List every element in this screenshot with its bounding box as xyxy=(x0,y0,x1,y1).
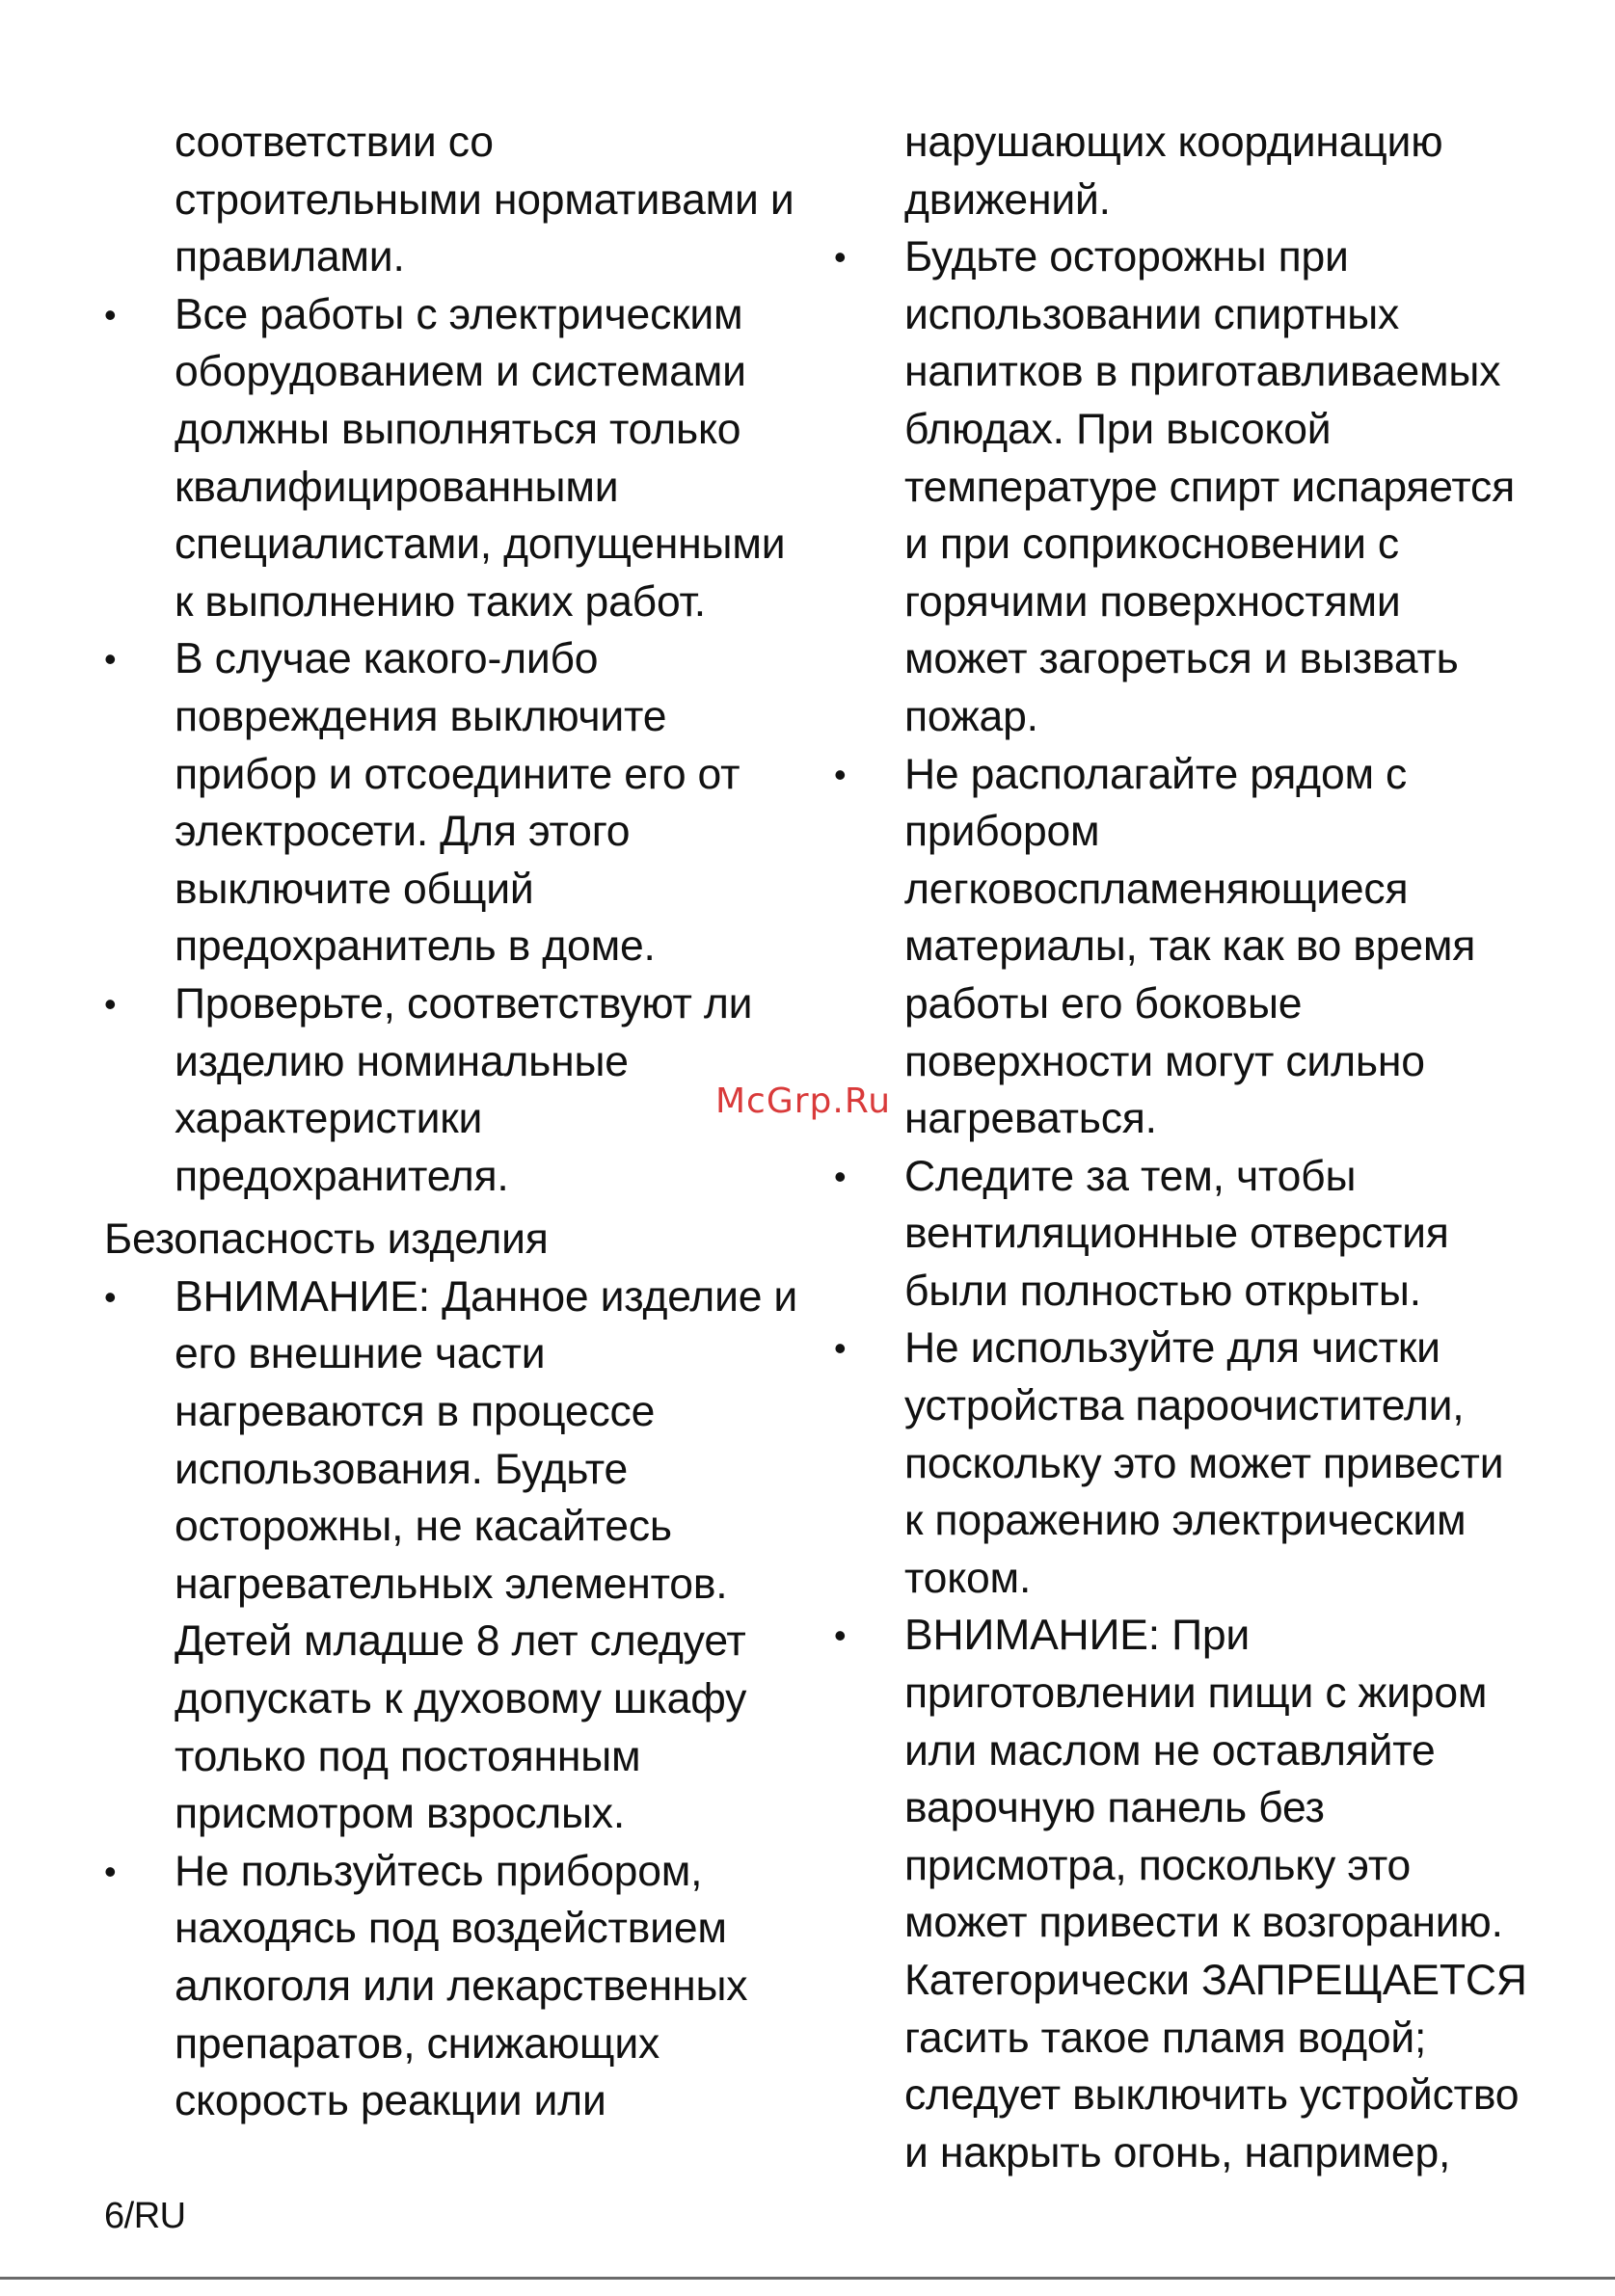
text-line: напитков в приготавливаемых xyxy=(904,348,1501,396)
bullet-item xyxy=(834,1320,1528,1607)
text-line: скорость реакции или xyxy=(175,2077,606,2125)
section-heading xyxy=(104,1211,798,1268)
text-line: использования. Будьте xyxy=(175,1445,629,1493)
text-line: легковоспламеняющиеся xyxy=(904,865,1409,913)
text-line: оборудованием и системами xyxy=(175,348,746,396)
text-line: допускать к духовому шкафу xyxy=(175,1675,747,1723)
text-line: гасить такое пламя водой; xyxy=(904,2014,1427,2062)
text-line: • Не используйте для чистки xyxy=(904,1324,1440,1373)
text-line: • Не располагайте рядом с xyxy=(904,750,1408,798)
text-line: может привести к возгоранию. xyxy=(904,1899,1503,1947)
text-line: осторожны, не касайтесь xyxy=(175,1503,672,1551)
bullet-item xyxy=(104,1843,798,2130)
bullet-item xyxy=(834,1607,1528,2181)
text-line: нарушающих координацию xyxy=(904,119,1443,166)
text-line: к поражению электрическим xyxy=(904,1497,1467,1545)
text-line: должны выполняться только xyxy=(175,405,741,453)
text-line: • Все работы с электрическим xyxy=(175,290,743,338)
text-line: устройства пароочистители, xyxy=(904,1382,1465,1430)
text-line: следует выключить устройство xyxy=(904,2071,1520,2120)
text-line: предохранитель в доме. xyxy=(175,922,656,971)
text-line: нагреваются в процессе xyxy=(175,1388,656,1436)
text-line: только под постоянным xyxy=(175,1732,641,1780)
text-line: • Будьте осторожны при xyxy=(904,233,1349,281)
text-line: вентиляционные отверстия xyxy=(904,1210,1449,1258)
text-line: Категорически ЗАПРЕЩАЕТСЯ xyxy=(904,1957,1527,2004)
text-line: и при соприкосновении с xyxy=(904,521,1399,569)
text-line: поверхности могут сильно xyxy=(904,1037,1425,1085)
bullet-item xyxy=(104,975,798,1205)
text-line: правилами. xyxy=(175,233,405,281)
text-line: или маслом не оставляйте xyxy=(904,1726,1436,1775)
bullet-item xyxy=(104,630,798,975)
continued-paragraph xyxy=(104,114,798,286)
text-line: Детей младше 8 лет следует xyxy=(175,1617,746,1666)
bullet-item xyxy=(104,1268,798,1843)
text-line: находясь под воздействием xyxy=(175,1905,727,1953)
bottom-rule xyxy=(0,2277,1615,2280)
text-line: температуре спирт испаряется xyxy=(904,463,1516,511)
text-line: материалы, так как во время xyxy=(904,922,1476,971)
text-line: • ВНИМАНИЕ: При xyxy=(904,1612,1251,1660)
text-line: нагревательных элементов. xyxy=(175,1560,728,1608)
text-line: нагреваться. xyxy=(904,1095,1157,1143)
text-line: варочную панель без xyxy=(904,1784,1325,1832)
text-line: использовании спиртных xyxy=(904,290,1400,338)
text-line: квалифицированными xyxy=(175,463,619,511)
text-line: • ВНИМАНИЕ: Данное изделие и xyxy=(175,1272,798,1321)
text-line: может загореться и вызвать xyxy=(904,635,1459,683)
text-line: Безопасность изделия xyxy=(104,1215,549,1264)
bullet-item xyxy=(834,228,1528,745)
text-line: присмотром взрослых. xyxy=(175,1790,626,1838)
bullet-item xyxy=(834,1148,1528,1321)
text-line: изделию номинальные xyxy=(175,1037,629,1085)
text-line: и накрыть огонь, например, xyxy=(904,2128,1451,2176)
text-line: строительными нормативами и xyxy=(175,175,794,224)
text-line: электросети. Для этого xyxy=(175,808,631,856)
text-line: • Не пользуйтесь прибором, xyxy=(175,1847,703,1895)
text-line: препаратов, снижающих xyxy=(175,2019,660,2068)
page-number: 6/RU xyxy=(104,2196,186,2236)
text-line: к выполнению таких работ. xyxy=(175,577,706,626)
text-line: выключите общий xyxy=(175,865,534,913)
text-line: характеристики xyxy=(175,1095,483,1143)
text-line: • Следите за тем, чтобы xyxy=(904,1152,1357,1200)
text-line: движений. xyxy=(904,175,1111,224)
text-line: прибором xyxy=(904,808,1100,856)
continued-paragraph xyxy=(834,114,1528,228)
text-line: • В случае какого-либо xyxy=(175,635,599,683)
text-line: повреждения выключите xyxy=(175,692,667,740)
text-line: пожар. xyxy=(904,692,1038,740)
right-column xyxy=(834,114,1528,2181)
text-line: соответствии со xyxy=(175,119,494,166)
text-line: прибор и отсоедините его от xyxy=(175,750,740,798)
text-line: специалистами, допущенными xyxy=(175,521,786,569)
text-line: • Проверьте, соответствуют ли xyxy=(175,979,753,1028)
text-line: алкоголя или лекарственных xyxy=(175,1962,748,2010)
text-line: его внешние части xyxy=(175,1330,546,1378)
text-line: током. xyxy=(904,1554,1032,1602)
text-line: работы его боковые xyxy=(904,979,1303,1028)
text-line: блюдах. При высокой xyxy=(904,405,1332,453)
text-line: присмотра, поскольку это xyxy=(904,1841,1412,1889)
text-line: поскольку это может привести xyxy=(904,1439,1504,1487)
text-line: были полностью открыты. xyxy=(904,1267,1421,1315)
left-column xyxy=(104,114,798,2130)
text-line: горячими поверхностями xyxy=(904,577,1401,626)
watermark-text: McGrp.Ru xyxy=(715,1081,892,1121)
text-line: предохранителя. xyxy=(175,1152,509,1200)
text-line: приготовлении пищи с жиром xyxy=(904,1669,1488,1718)
bullet-item xyxy=(104,286,798,631)
bullet-item xyxy=(834,746,1528,1148)
